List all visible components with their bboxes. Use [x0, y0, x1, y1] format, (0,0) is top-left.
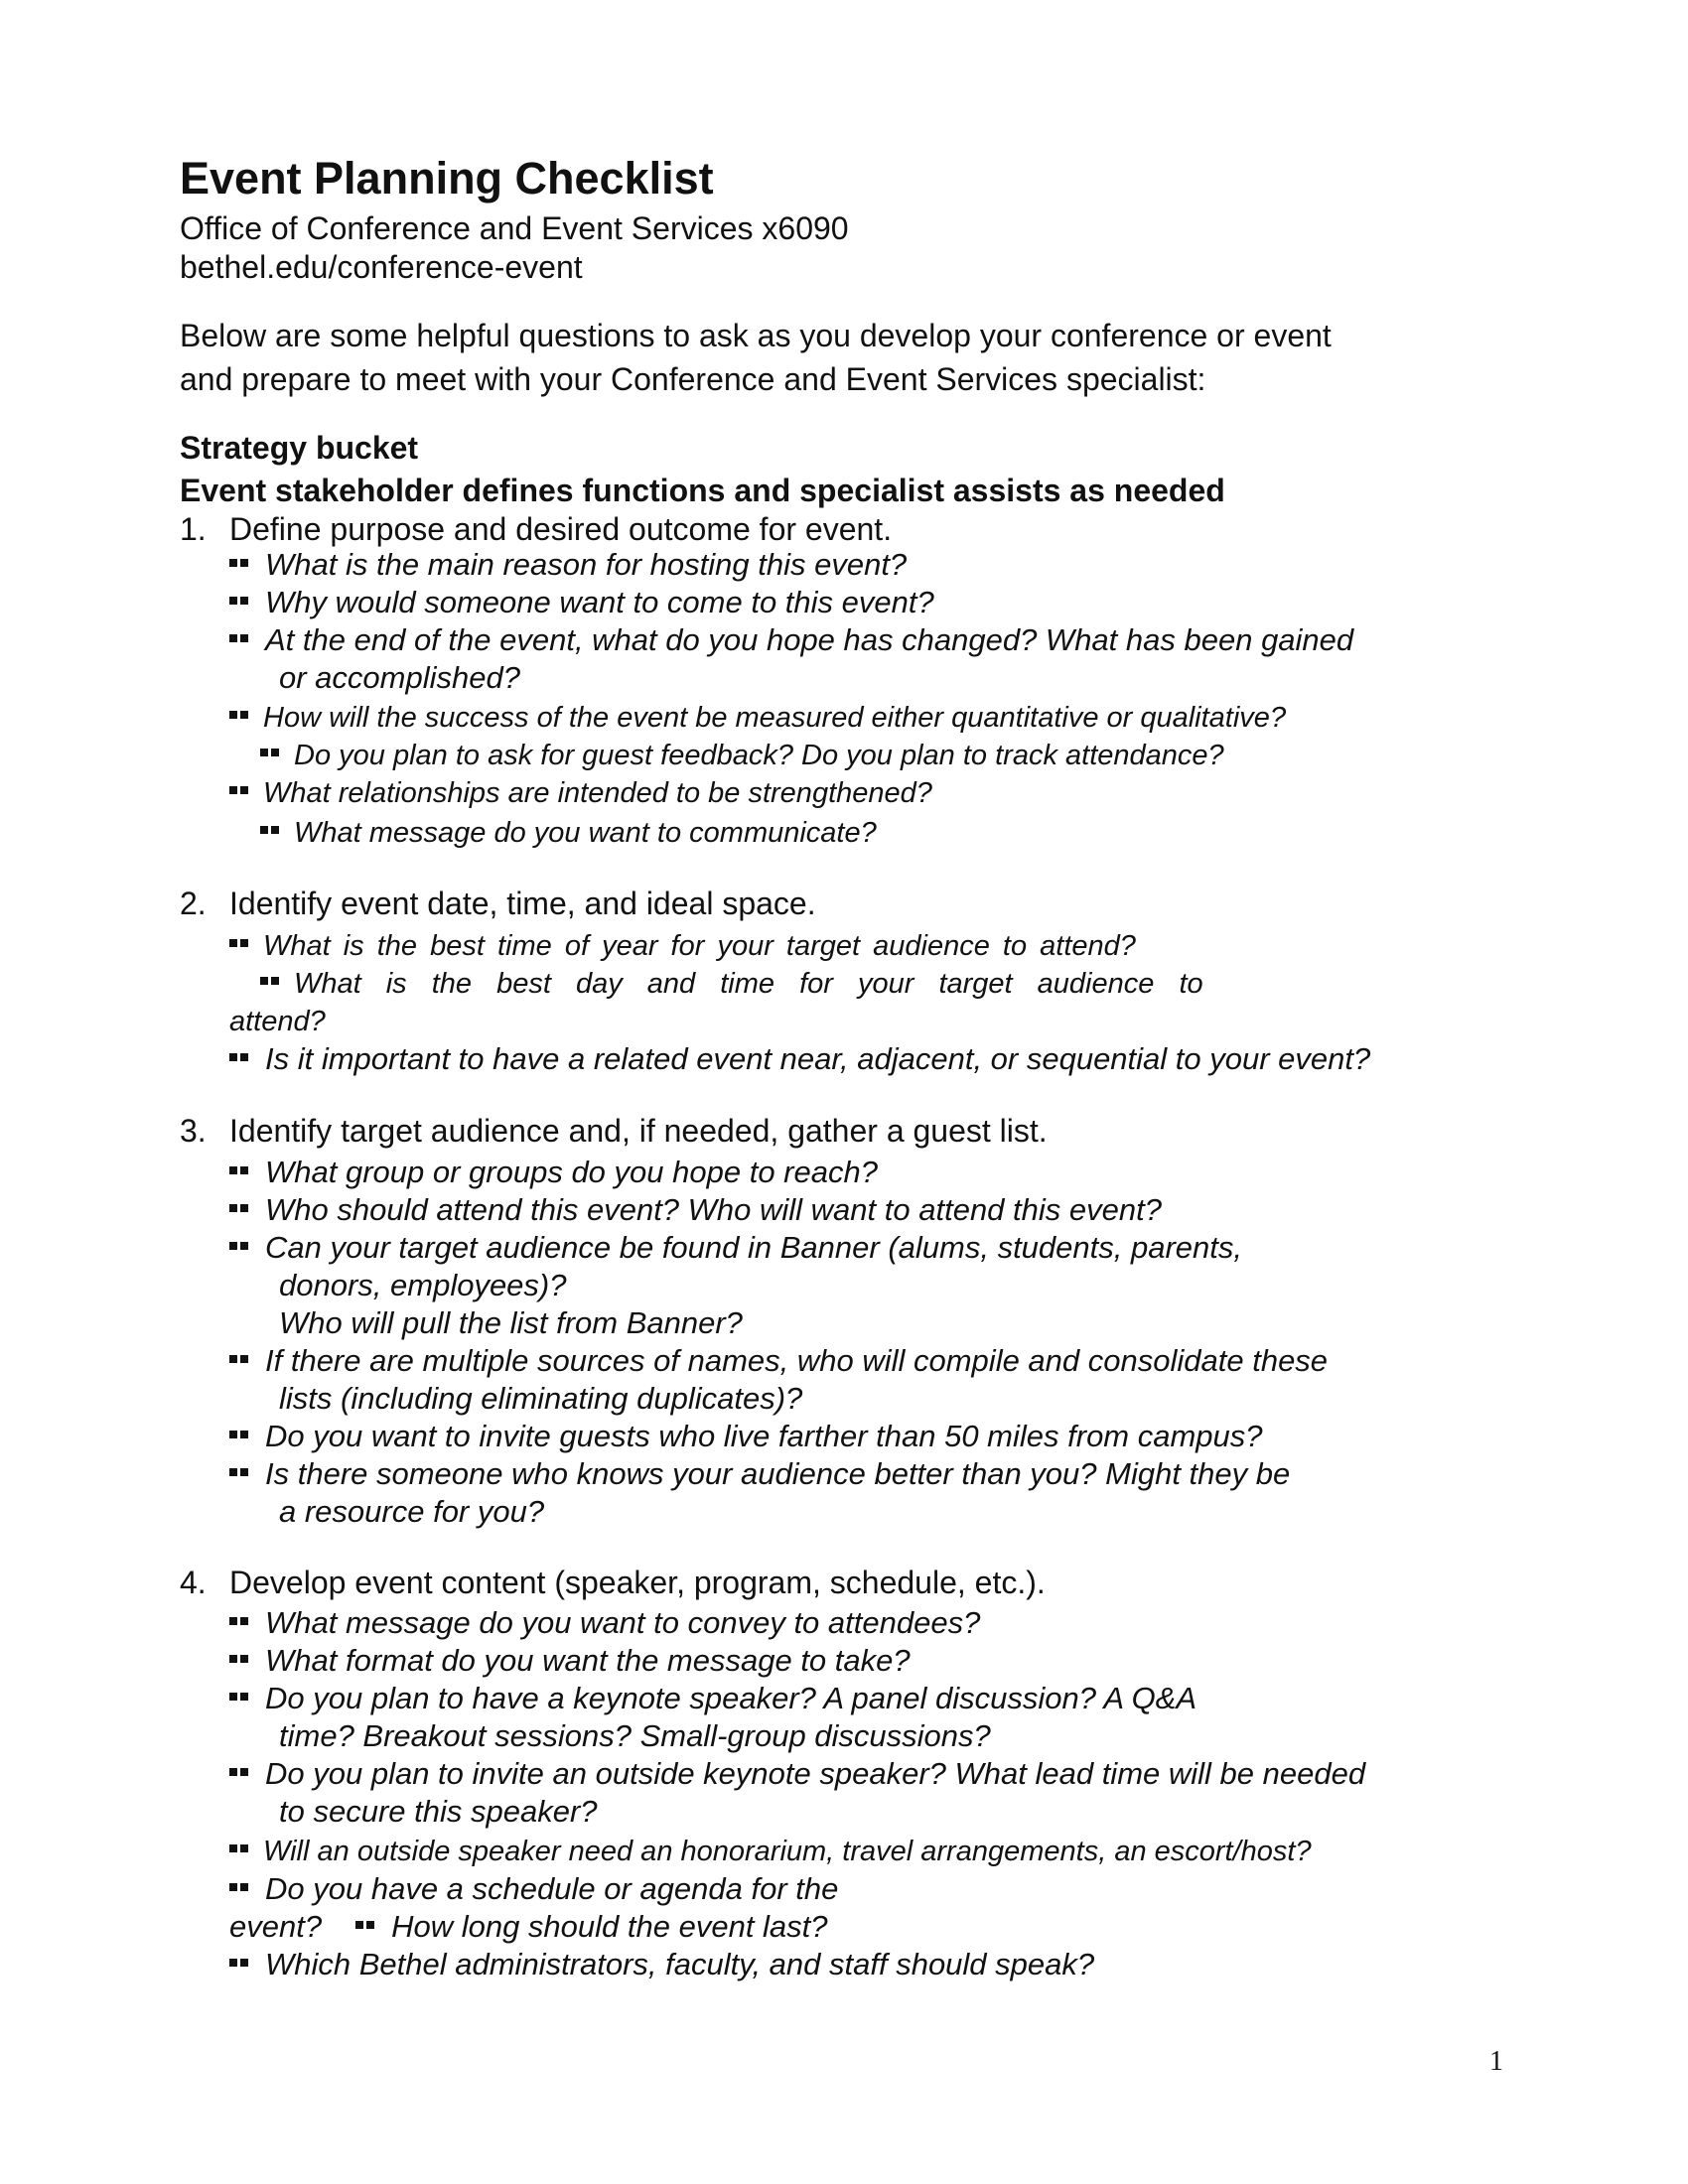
question-line: What format do you want the message to take? [229, 1643, 911, 1679]
question-line: Do you want to invite guests who live farther than 50 miles from campus? [229, 1419, 1263, 1454]
intro-line-1: Below are some helpful questions to ask as you develop your conference or event [180, 318, 1332, 353]
question-line: Do you plan to invite an outside keynote speaker? What lead time will be needed [229, 1756, 1365, 1792]
bullet-icon [260, 815, 282, 851]
bullet-icon [229, 1681, 251, 1716]
question-continuation: a resource for you? [279, 1494, 545, 1529]
question-continuation: to secure this speaker? [279, 1794, 598, 1829]
item-number: 1. [180, 511, 207, 547]
question-continuation: lists (including eliminating duplicates)? [279, 1381, 803, 1416]
list-item-3 [180, 1112, 1471, 1152]
question-line: Can your target audience be found in Banner (alums, students, parents, [229, 1230, 1242, 1266]
question-line: How will the success of the event be measured either quantitative or qualitative? [229, 700, 1286, 736]
section-title: Strategy bucket [180, 430, 419, 466]
website-url: bethel.edu/conference-event [180, 249, 583, 285]
page-number: 1 [1489, 2046, 1503, 2077]
question-continuation: donors, employees)? [279, 1268, 567, 1302]
question-line: Do you plan to ask for guest feedback? Do you plan to track attendance? [260, 738, 1224, 773]
item-text: Define purpose and desired outcome for event. [229, 511, 893, 547]
question-line: What is the best time of year for your target audience to attend? [229, 928, 1136, 964]
item-text: Develop event content (speaker, program, schedule, etc.). [229, 1565, 1046, 1600]
question-line: event? How long should the event last? [229, 1909, 828, 1944]
question-line: Will an outside speaker need an honorarium, travel arrangements, an escort/host? [229, 1834, 1312, 1869]
question-line: What group or groups do you hope to reach? [229, 1155, 878, 1190]
bullet-icon [229, 1419, 251, 1454]
question-line: What relationships are intended to be strengthened? [229, 775, 932, 811]
bullet-icon [229, 1041, 251, 1077]
bullet-icon [260, 966, 282, 1002]
bullet-icon [229, 775, 251, 811]
question-line: What is the best day and time for your target audience to [260, 966, 1203, 1002]
bullet-icon [260, 738, 282, 773]
bullet-icon [229, 928, 251, 964]
list-item-4 [180, 1564, 1471, 1603]
question-continuation: Who will pull the list from Banner? [279, 1305, 743, 1340]
question-continuation: or accomplished? [279, 660, 520, 695]
bullet-icon [355, 1909, 377, 1945]
bullet-icon [229, 1643, 251, 1679]
bullet-icon [229, 1834, 251, 1869]
item-text: Identify event date, time, and ideal space. [229, 886, 816, 921]
bullet-icon [229, 1230, 251, 1266]
question-line: Why would someone want to come to this event? [229, 585, 934, 620]
item-number: 4. [180, 1565, 207, 1600]
question-line: What is the main reason for hosting this event? [229, 547, 907, 583]
question-line: Do you have a schedule or agenda for the [229, 1871, 838, 1907]
question-continuation: event? [229, 1909, 323, 1944]
question-line: Which Bethel administrators, faculty, and staff should speak? [229, 1947, 1094, 1982]
bullet-icon [229, 585, 251, 620]
section-subtitle: Event stakeholder defines functions and specialist assists as needed [180, 473, 1225, 508]
bullet-icon [229, 547, 251, 583]
bullet-icon [229, 1343, 251, 1379]
question-line: Do you plan to have a keynote speaker? A panel discussion? A Q&A [229, 1681, 1196, 1716]
question-line: Is there someone who knows your audience better than you? Might they be [229, 1456, 1290, 1492]
question-line: Who should attend this event? Who will want to attend this event? [229, 1192, 1162, 1228]
bullet-icon [229, 1155, 251, 1190]
bullet-icon [229, 1756, 251, 1792]
bullet-icon [229, 700, 251, 736]
item-number: 2. [180, 886, 207, 921]
question-line: What message do you want to communicate? [260, 815, 877, 851]
item-text: Identify target audience and, if needed, gather a guest list. [229, 1113, 1048, 1149]
bullet-icon [229, 1192, 251, 1228]
question-continuation: time? Breakout sessions? Small-group discussions? [279, 1718, 991, 1753]
list-item-2 [180, 885, 1471, 924]
bullet-icon [229, 1456, 251, 1492]
question-line: Is it important to have a related event near, adjacent, or sequential to your event? [229, 1041, 1370, 1077]
intro-line-2: and prepare to meet with your Conference and Event Services specialist: [180, 361, 1206, 397]
bullet-icon [229, 1871, 251, 1907]
question-line: If there are multiple sources of names, who will compile and consolidate these [229, 1343, 1328, 1379]
office-line: Office of Conference and Event Services x6090 [180, 210, 849, 246]
bullet-icon [229, 622, 251, 658]
bullet-icon [229, 1605, 251, 1641]
bullet-icon [229, 1947, 251, 1982]
question-continuation: attend? [229, 1006, 326, 1037]
list-item-1 [180, 510, 1471, 550]
question-line: What message do you want to convey to attendees? [229, 1605, 980, 1641]
item-number: 3. [180, 1113, 207, 1149]
document-title: Event Planning Checklist [180, 153, 714, 204]
question-line: At the end of the event, what do you hope has changed? What has been gained [229, 622, 1353, 658]
